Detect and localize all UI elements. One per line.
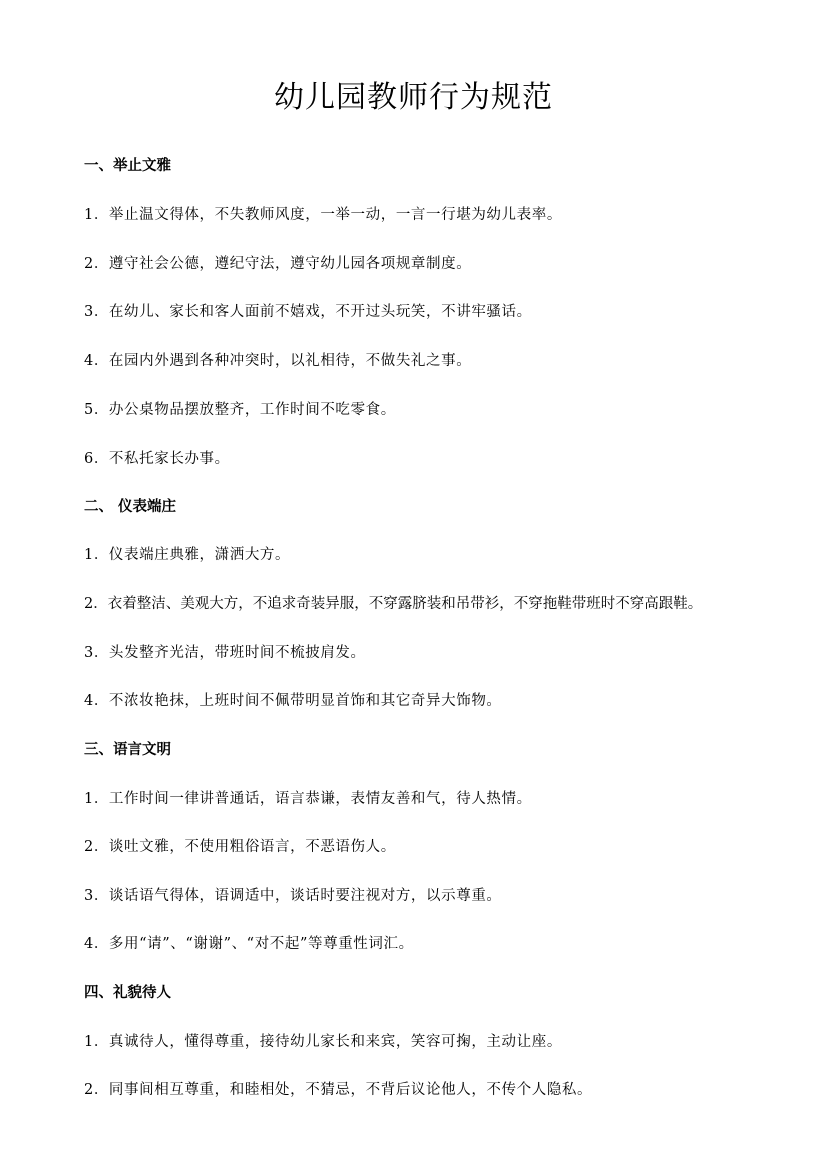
list-item: 3．在幼儿、家长和客人面前不嬉戏，不开过头玩笑，不讲牢骚话。 <box>84 304 532 320</box>
list-item: 1．仪表端庄典雅，潇洒大方。 <box>84 547 291 563</box>
list-item: 3．头发整齐光洁，带班时间不梳披肩发。 <box>84 645 366 661</box>
list-item: 2．衣着整洁、美观大方，不追求奇装异服，不穿露脐装和吊带衫，不穿拖鞋带班时不穿高跟鞋。 <box>84 596 703 612</box>
list-item: 4．不浓妆艳抹，上班时间不佩带明显首饰和其它奇异大饰物。 <box>84 693 502 709</box>
page-title: 幼儿园教师行为规范 <box>274 80 553 115</box>
list-item: 2．谈吐文雅，不使用粗俗语言，不恶语伤人。 <box>84 839 396 855</box>
list-item: 6．不私托家长办事。 <box>84 451 230 467</box>
section-heading: 二、 仪表端庄 <box>84 499 177 515</box>
list-item: 4．在园内外遇到各种冲突时，以礼相待，不做失礼之事。 <box>84 353 472 369</box>
list-item: 2．同事间相互尊重，和睦相处，不猜忌，不背后议论他人，不传个人隐私。 <box>84 1082 593 1098</box>
list-item: 3．谈话语气得体，语调适中，谈话时要注视对方，以示尊重。 <box>84 888 502 904</box>
list-item: 1．工作时间一律讲普通话，语言恭谦，表情友善和气，待人热情。 <box>84 791 532 807</box>
section-heading: 三、语言文明 <box>84 742 171 758</box>
list-item: 4．多用“请”、“谢谢”、“对不起”等尊重性词汇。 <box>84 936 414 952</box>
section-heading: 四、礼貌待人 <box>84 985 171 1001</box>
section-heading: 一、举止文雅 <box>84 158 171 174</box>
list-item: 1．真诚待人，懂得尊重，接待幼儿家长和来宾，笑容可掬，主动让座。 <box>84 1034 562 1050</box>
list-item: 1．举止温文得体，不失教师风度，一举一动，一言一行堪为幼儿表率。 <box>84 207 562 223</box>
list-item: 5．办公桌物品摆放整齐，工作时间不吃零食。 <box>84 402 396 418</box>
list-item: 2．遵守社会公德，遵纪守法，遵守幼儿园各项规章制度。 <box>84 256 472 272</box>
